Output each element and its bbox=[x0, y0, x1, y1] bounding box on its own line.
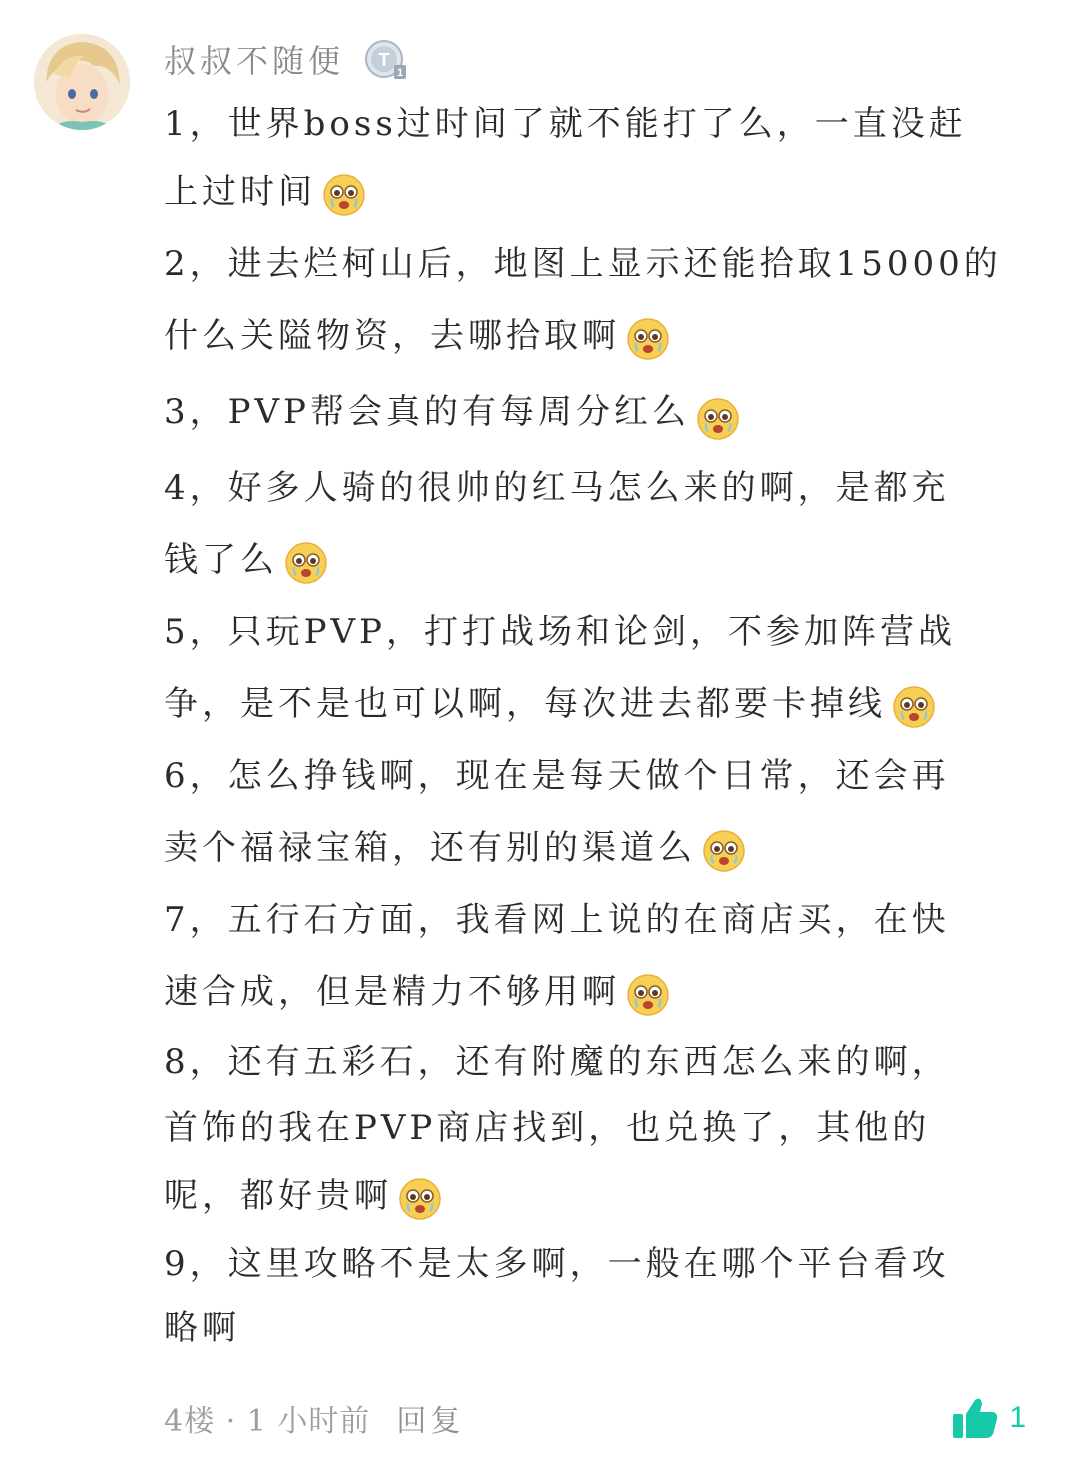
post-line-text: 1，世界boss过时间了就不能打了么，一直没赶 bbox=[164, 104, 967, 144]
crying-face-emoji-icon bbox=[626, 314, 670, 358]
post-line bbox=[164, 596, 1044, 668]
title-badge-icon bbox=[364, 37, 408, 81]
post-line-text: 速合成，但是精力不够用啊 bbox=[164, 972, 620, 1012]
crying-face-emoji-icon bbox=[398, 1174, 442, 1218]
post-line-text: 5，只玩PVP，打打战场和论剑，不参加阵营战 bbox=[164, 612, 956, 652]
post-line bbox=[164, 812, 1044, 884]
reply-button[interactable]: 回复 bbox=[396, 1404, 465, 1439]
crying-face-emoji-icon bbox=[892, 682, 936, 726]
thumbs-up-icon bbox=[951, 1396, 999, 1440]
username[interactable]: 叔叔不随便 bbox=[164, 42, 345, 80]
avatar-image bbox=[34, 34, 130, 130]
crying-face-emoji-icon bbox=[696, 390, 740, 434]
post-line bbox=[164, 452, 1044, 524]
crying-face-emoji-icon bbox=[284, 538, 328, 582]
post-line bbox=[164, 884, 1044, 956]
badge-level: 1 bbox=[396, 67, 404, 79]
post-line-text: 钱了么 bbox=[164, 540, 278, 580]
post-line bbox=[164, 524, 1044, 596]
post-line bbox=[164, 1232, 1044, 1296]
avatar[interactable] bbox=[34, 34, 130, 130]
post-line bbox=[164, 1296, 1044, 1360]
post-line-text: 什么关隘物资，去哪拾取啊 bbox=[164, 316, 620, 356]
post-line-text: 8，还有五彩石，还有附魔的东西怎么来的啊， bbox=[164, 1042, 950, 1082]
post-line-text: 9，这里攻略不是太多啊，一般在哪个平台看攻 bbox=[164, 1244, 950, 1284]
post-line bbox=[164, 156, 1044, 228]
post-line-text: 呢，都好贵啊 bbox=[164, 1176, 392, 1216]
post-line-text: 4，好多人骑的很帅的红马怎么来的啊，是都充 bbox=[164, 468, 950, 508]
badge-letter: T bbox=[378, 50, 390, 70]
post-line-text: 7，五行石方面，我看网上说的在商店买，在快 bbox=[164, 900, 950, 940]
post-line-text: 争，是不是也可以啊，每次进去都要卡掉线 bbox=[164, 684, 886, 724]
user-header bbox=[164, 36, 408, 82]
post-line bbox=[164, 92, 1044, 156]
like-count: 1 bbox=[1009, 1401, 1026, 1434]
post-line-text: 2，进去烂柯山后，地图上显示还能拾取15000的 bbox=[164, 244, 1002, 284]
post-line bbox=[164, 1028, 1044, 1096]
post-line-text: 卖个福禄宝箱，还有别的渠道么 bbox=[164, 828, 696, 868]
post-line bbox=[164, 668, 1044, 740]
post-content bbox=[164, 92, 1044, 1360]
post-line-text: 首饰的我在PVP商店找到，也兑换了，其他的 bbox=[164, 1108, 931, 1148]
crying-face-emoji-icon bbox=[322, 170, 366, 214]
post-line-text: 上过时间 bbox=[164, 172, 316, 212]
post-line-text: 6，怎么挣钱啊，现在是每天做个日常，还会再 bbox=[164, 756, 950, 796]
post-line bbox=[164, 1160, 1044, 1232]
post-footer bbox=[164, 1394, 464, 1442]
crying-face-emoji-icon bbox=[626, 970, 670, 1014]
post-line bbox=[164, 228, 1044, 300]
post-line bbox=[164, 300, 1044, 372]
post-line-text: 略啊 bbox=[164, 1308, 240, 1348]
post-line bbox=[164, 372, 1044, 452]
crying-face-emoji-icon bbox=[702, 826, 746, 870]
post-line-text: 3，PVP帮会真的有每周分红么 bbox=[164, 392, 690, 432]
floor-and-time: 4楼 · 1 小时前 bbox=[164, 1404, 371, 1439]
post-line bbox=[164, 1096, 1044, 1160]
post-line bbox=[164, 740, 1044, 812]
like-button[interactable] bbox=[951, 1393, 1026, 1443]
post-line bbox=[164, 956, 1044, 1028]
